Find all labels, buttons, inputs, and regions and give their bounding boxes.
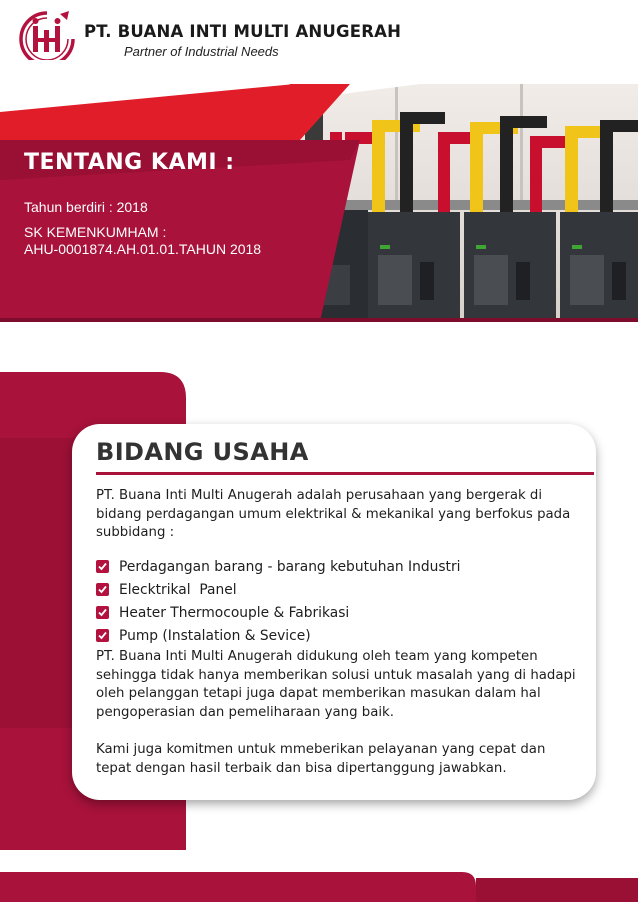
footer-bar-graphic	[0, 872, 638, 902]
company-tagline: Partner of Industrial Needs	[124, 44, 279, 59]
sk-kemenkumham-label: SK KEMENKUMHAM :	[24, 224, 167, 240]
service-item-perdagangan	[96, 555, 460, 578]
company-name: PT. BUANA INTI MULTI ANUGERAH	[84, 22, 402, 41]
service-label: Perdagangan barang - barang kebutuhan Industri	[119, 558, 461, 575]
checkbox-checked-icon	[96, 629, 109, 642]
checkbox-checked-icon	[96, 560, 109, 573]
intro-paragraph: PT. Buana Inti Multi Anugerah adalah perusahaan yang bergerak di bidang perdagangan umum elektrikal & mekanikal yang berfokus pada subbidang :	[96, 488, 571, 540]
bidang-usaha-title: BIDANG USAHA	[96, 438, 309, 466]
tentang-kami-title: TENTANG KAMI :	[24, 150, 235, 175]
service-item-elektrikal	[96, 578, 460, 601]
title-divider	[96, 472, 594, 475]
checkbox-checked-icon	[96, 606, 109, 619]
support-paragraph: PT. Buana Inti Multi Anugerah didukung oleh team yang kompeten sehingga tidak hanya memberikan solusi untuk masalah yang di hadapi oleh pelanggan tetapi juga dapat memberikan masukan dalam hal pengoperasian dan pemeliharaan yang baik.	[96, 649, 576, 720]
tahun-berdiri: Tahun berdiri : 2018	[24, 199, 148, 215]
service-label: Pump (Instalation & Sevice)	[119, 627, 311, 644]
sk-kemenkumham-number: AHU-0001874.AH.01.01.TAHUN 2018	[24, 241, 262, 257]
services-list	[96, 555, 460, 647]
service-item-heater	[96, 601, 460, 624]
commitment-paragraph: Kami juga komitmen untuk mmeberikan pelayanan yang cepat dan tepat dengan hasil terbaik dan bisa dipertanggung jawabkan.	[96, 742, 546, 776]
service-item-pump	[96, 624, 460, 647]
checkbox-checked-icon	[96, 583, 109, 596]
service-label: Heater Thermocouple & Fabrikasi	[119, 604, 350, 621]
service-label: Elecktrikal Panel	[119, 581, 237, 598]
